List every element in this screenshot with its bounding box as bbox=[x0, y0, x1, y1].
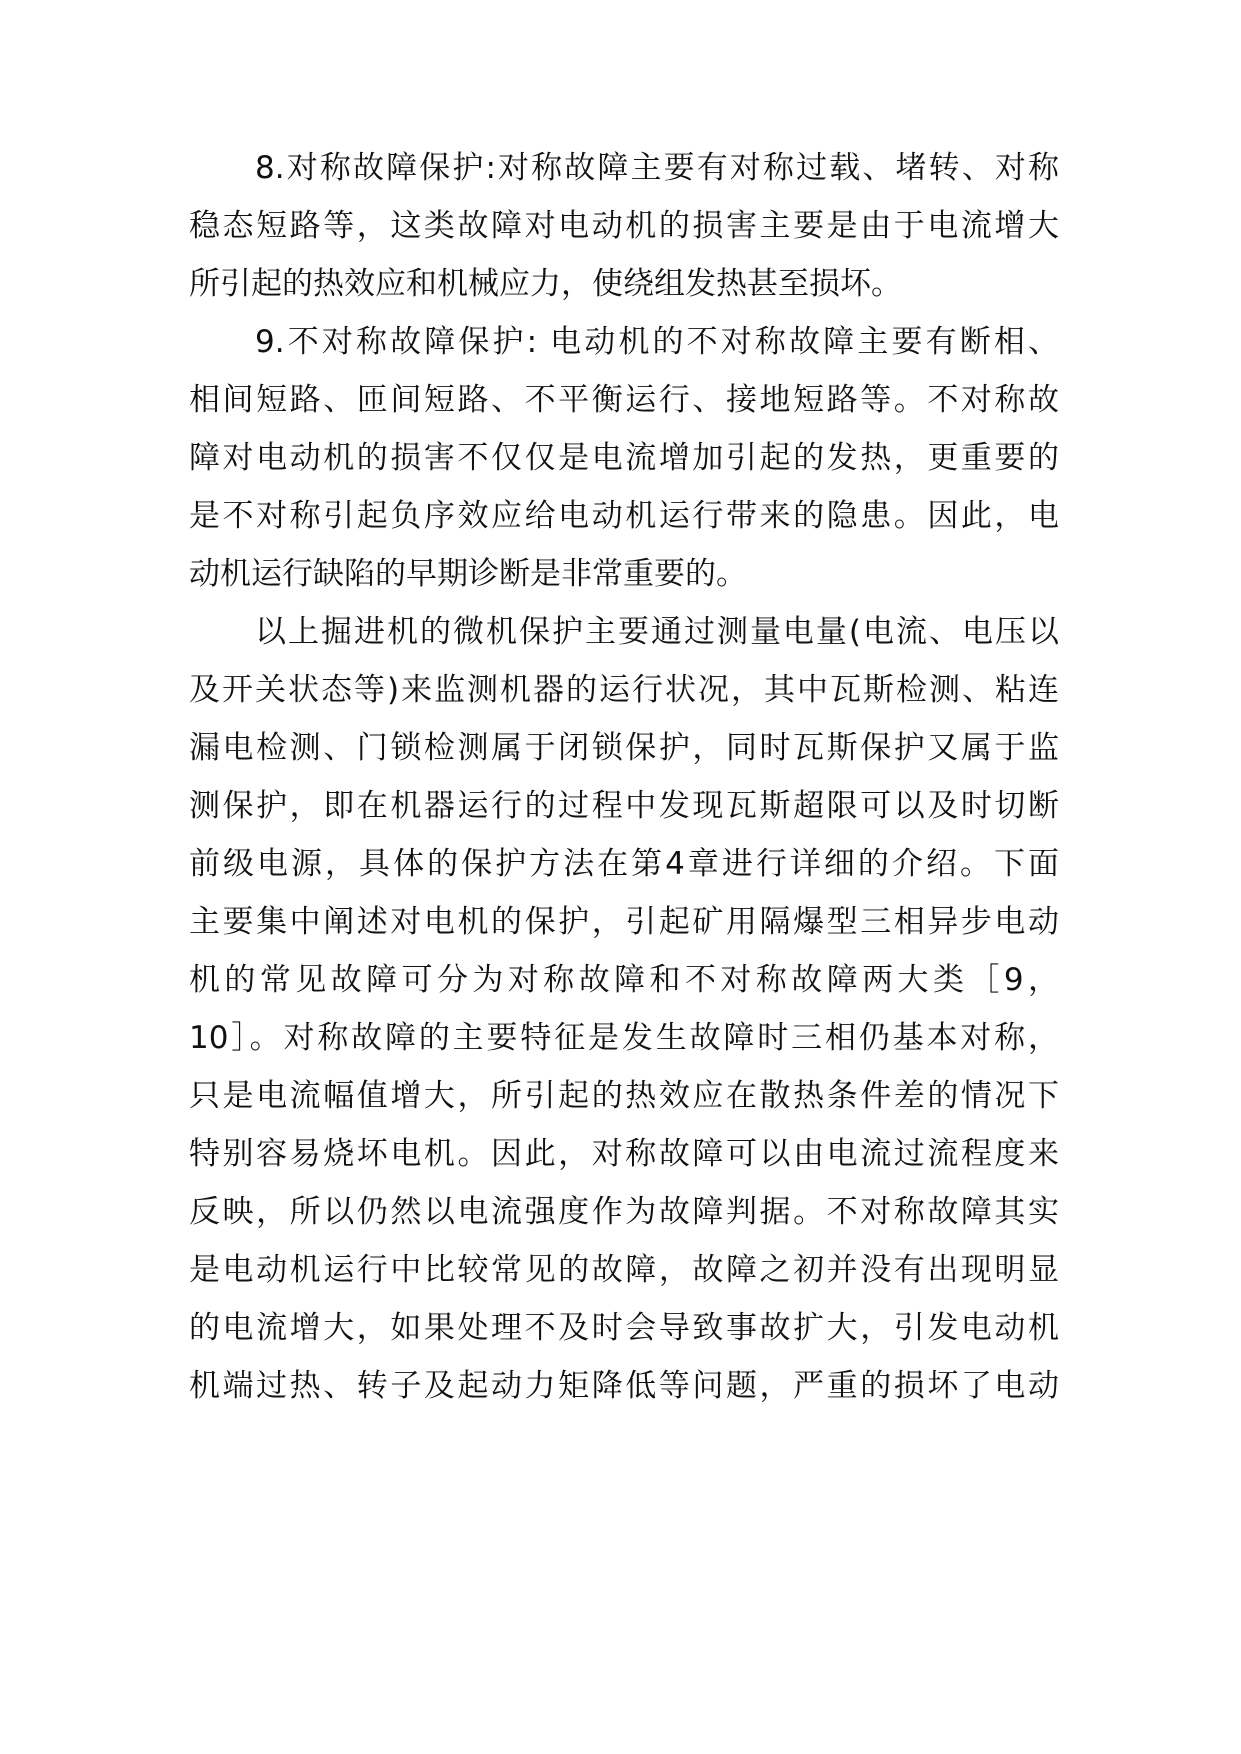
paragraph-line: 是电动机运行中比较常见的故障，故障之初并没有出现明显 bbox=[189, 1252, 1059, 1288]
paragraph-line: 机端过热、转子及起动力矩降低等问题，严重的损坏了电动 bbox=[189, 1368, 1059, 1404]
paragraph-line: 漏电检测、门锁检测属于闭锁保护，同时瓦斯保护又属于监 bbox=[189, 730, 1059, 766]
paragraph-line: 机的常见故障可分为对称故障和不对称故障两大类［9， bbox=[189, 962, 1059, 998]
paragraph-line: 9.不对称故障保护: 电动机的不对称故障主要有断相、 bbox=[255, 324, 1059, 360]
paragraph-line: 相间短路、匝间短路、不平衡运行、接地短路等。不对称故 bbox=[189, 382, 1059, 418]
paragraph-line: 所引起的热效应和机械应力，使绕组发热甚至损坏。 bbox=[189, 266, 902, 302]
paragraph-line: 动机运行缺陷的早期诊断是非常重要的。 bbox=[189, 556, 747, 592]
paragraph-line: 前级电源，具体的保护方法在第4章进行详细的介绍。下面 bbox=[189, 846, 1059, 882]
paragraph-line: 障对电动机的损害不仅仅是电流增加引起的发热，更重要的 bbox=[189, 440, 1059, 476]
paragraph-line: 8.对称故障保护:对称故障主要有对称过载、堵转、对称 bbox=[255, 150, 1059, 186]
paragraph-line: 测保护，即在机器运行的过程中发现瓦斯超限可以及时切断 bbox=[189, 788, 1059, 824]
paragraph-line: 的电流增大，如果处理不及时会导致事故扩大，引发电动机 bbox=[189, 1310, 1059, 1346]
paragraph-line: 反映，所以仍然以电流强度作为故障判据。不对称故障其实 bbox=[189, 1194, 1059, 1230]
paragraph-line: 以上掘进机的微机保护主要通过测量电量(电流、电压以 bbox=[255, 614, 1059, 650]
paragraph-line: 主要集中阐述对电机的保护，引起矿用隔爆型三相异步电动 bbox=[189, 904, 1059, 940]
paragraph-line: 只是电流幅值增大，所引起的热效应在散热条件差的情况下 bbox=[189, 1078, 1059, 1114]
paragraph-line: 稳态短路等，这类故障对电动机的损害主要是由于电流增大 bbox=[189, 208, 1059, 244]
paragraph-line: 是不对称引起负序效应给电动机运行带来的隐患。因此，电 bbox=[189, 498, 1059, 534]
paragraph-line: 及开关状态等)来监测机器的运行状况，其中瓦斯检测、粘连 bbox=[189, 672, 1059, 708]
paragraph-line: 特别容易烧坏电机。因此，对称故障可以由电流过流程度来 bbox=[189, 1136, 1059, 1172]
paragraph-line: 10］。对称故障的主要特征是发生故障时三相仍基本对称， bbox=[189, 1020, 1059, 1056]
